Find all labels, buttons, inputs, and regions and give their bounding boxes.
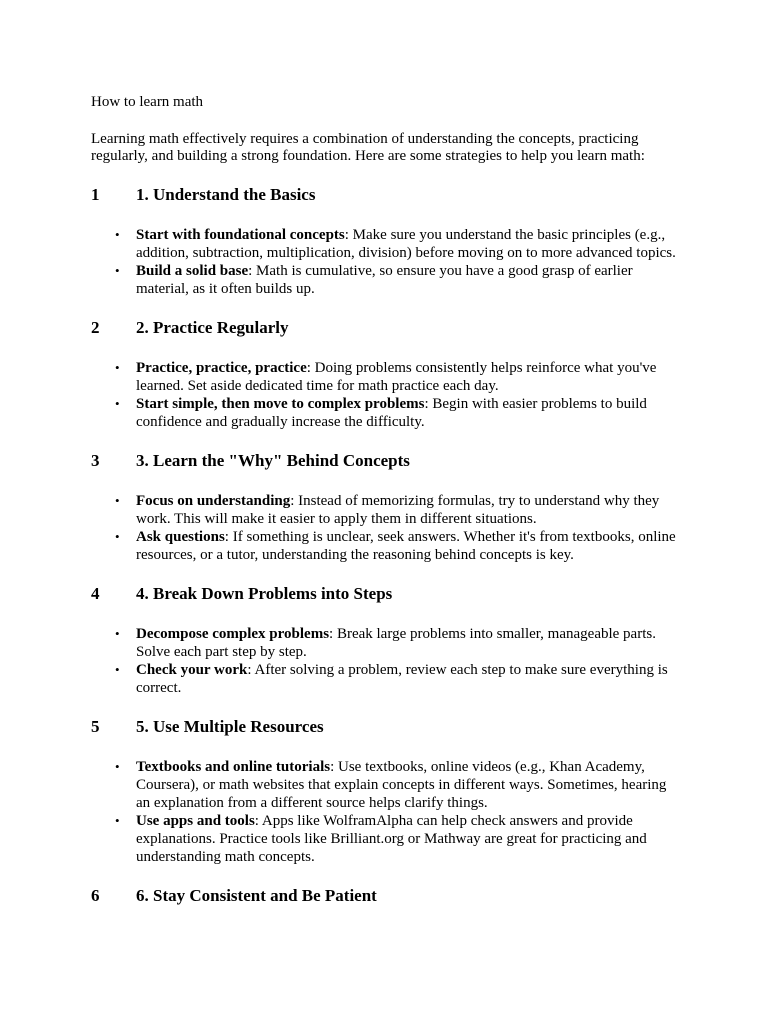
section-heading [91,185,678,205]
sections-container [91,185,678,906]
bullet-text: : Use textbooks, online videos (e.g., Khan Academy, Coursera), or math websites that explain concepts in different ways. Sometimes, hearing an explanation from a different source helps clarify things. [136,759,667,811]
bullet-text: : Break large problems into smaller, manageable parts. Solve each part step by step. [136,626,656,660]
bullet-term: Build a solid base [136,263,249,279]
section-title: 4. Break Down Problems into Steps [136,584,393,603]
bullet-text: : Doing problems consistently helps reinforce what you've learned. Set aside dedicated time for math practice each day. [136,360,657,394]
section-heading [91,451,678,471]
bullet-term: Practice, practice, practice [136,360,307,376]
section-title: 1. Understand the Basics [136,185,316,204]
section-heading [91,584,678,604]
section-number: 5 [91,717,100,736]
intro-paragraph: Learning math effectively requires a combination of understanding the concepts, practicing regularly, and building a strong foundation. Here are some strategies to help you learn math: [91,131,645,164]
bullet-text: : Math is cumulative, so ensure you have a good grasp of earlier material, as it often builds up. [136,263,633,297]
bullet-list [91,226,678,298]
bullet-dot-icon: • [115,360,120,375]
bullet-dot-icon: • [115,493,120,508]
section-number: 3 [91,451,100,470]
bullet-text: : After solving a problem, review each step to make sure everything is correct. [136,662,668,696]
bullet-text: : Make sure you understand the basic principles (e.g., addition, subtraction, multiplication, division) before moving on to more advanced topics. [136,227,676,261]
bullet-dot-icon: • [115,529,120,544]
bullet-item [115,359,678,395]
section-number: 6 [91,886,100,905]
section-number: 1 [91,185,100,204]
section-title: 2. Practice Regularly [136,318,289,337]
bullet-text: : Instead of memorizing formulas, try to understand why they work. This will make it easier to apply them in different situations. [136,493,660,527]
bullet-text: : Begin with easier problems to build confidence and gradually increase the difficulty. [136,396,647,430]
bullet-dot-icon: • [115,813,120,828]
bullet-item [115,226,678,262]
bullet-item [115,661,678,697]
bullet-term: Check your work [136,662,248,678]
section-heading [91,318,678,338]
document-title: How to learn math [91,94,204,110]
bullet-term: Ask questions [136,529,225,545]
section-title: 5. Use Multiple Resources [136,717,324,736]
bullet-list [91,359,678,431]
bullet-item [115,262,678,298]
bullet-item [115,812,678,866]
bullet-list [91,492,678,564]
bullet-list [91,625,678,697]
bullet-item [115,492,678,528]
bullet-dot-icon: • [115,227,120,242]
bullet-item [115,758,678,812]
section-title: 6. Stay Consistent and Be Patient [136,886,377,905]
bullet-term: Start simple, then move to complex problems [136,396,425,412]
bullet-dot-icon: • [115,759,120,774]
section-heading [91,886,678,906]
bullet-text: : Apps like WolframAlpha can help check answers and provide explanations. Practice tools like Brilliant.org or Mathway are great for practicing and understanding math concepts. [136,813,647,865]
section-heading [91,717,678,737]
bullet-term: Textbooks and online tutorials [136,759,331,775]
bullet-text: : If something is unclear, seek answers. Whether it's from textbooks, online resources, or a tutor, understanding the reasoning behind concepts is key. [136,529,676,563]
bullet-term: Focus on understanding [136,493,291,509]
bullet-dot-icon: • [115,396,120,411]
bullet-term: Use apps and tools [136,813,255,829]
bullet-term: Start with foundational concepts [136,227,345,243]
bullet-list [91,758,678,866]
bullet-item [115,528,678,564]
bullet-item [115,625,678,661]
bullet-dot-icon: • [115,662,120,677]
section-number: 4 [91,584,100,603]
section-number: 2 [91,318,100,337]
section-title: 3. Learn the "Why" Behind Concepts [136,451,410,470]
bullet-dot-icon: • [115,263,120,278]
bullet-term: Decompose complex problems [136,626,330,642]
bullet-item [115,395,678,431]
bullet-dot-icon: • [115,626,120,641]
